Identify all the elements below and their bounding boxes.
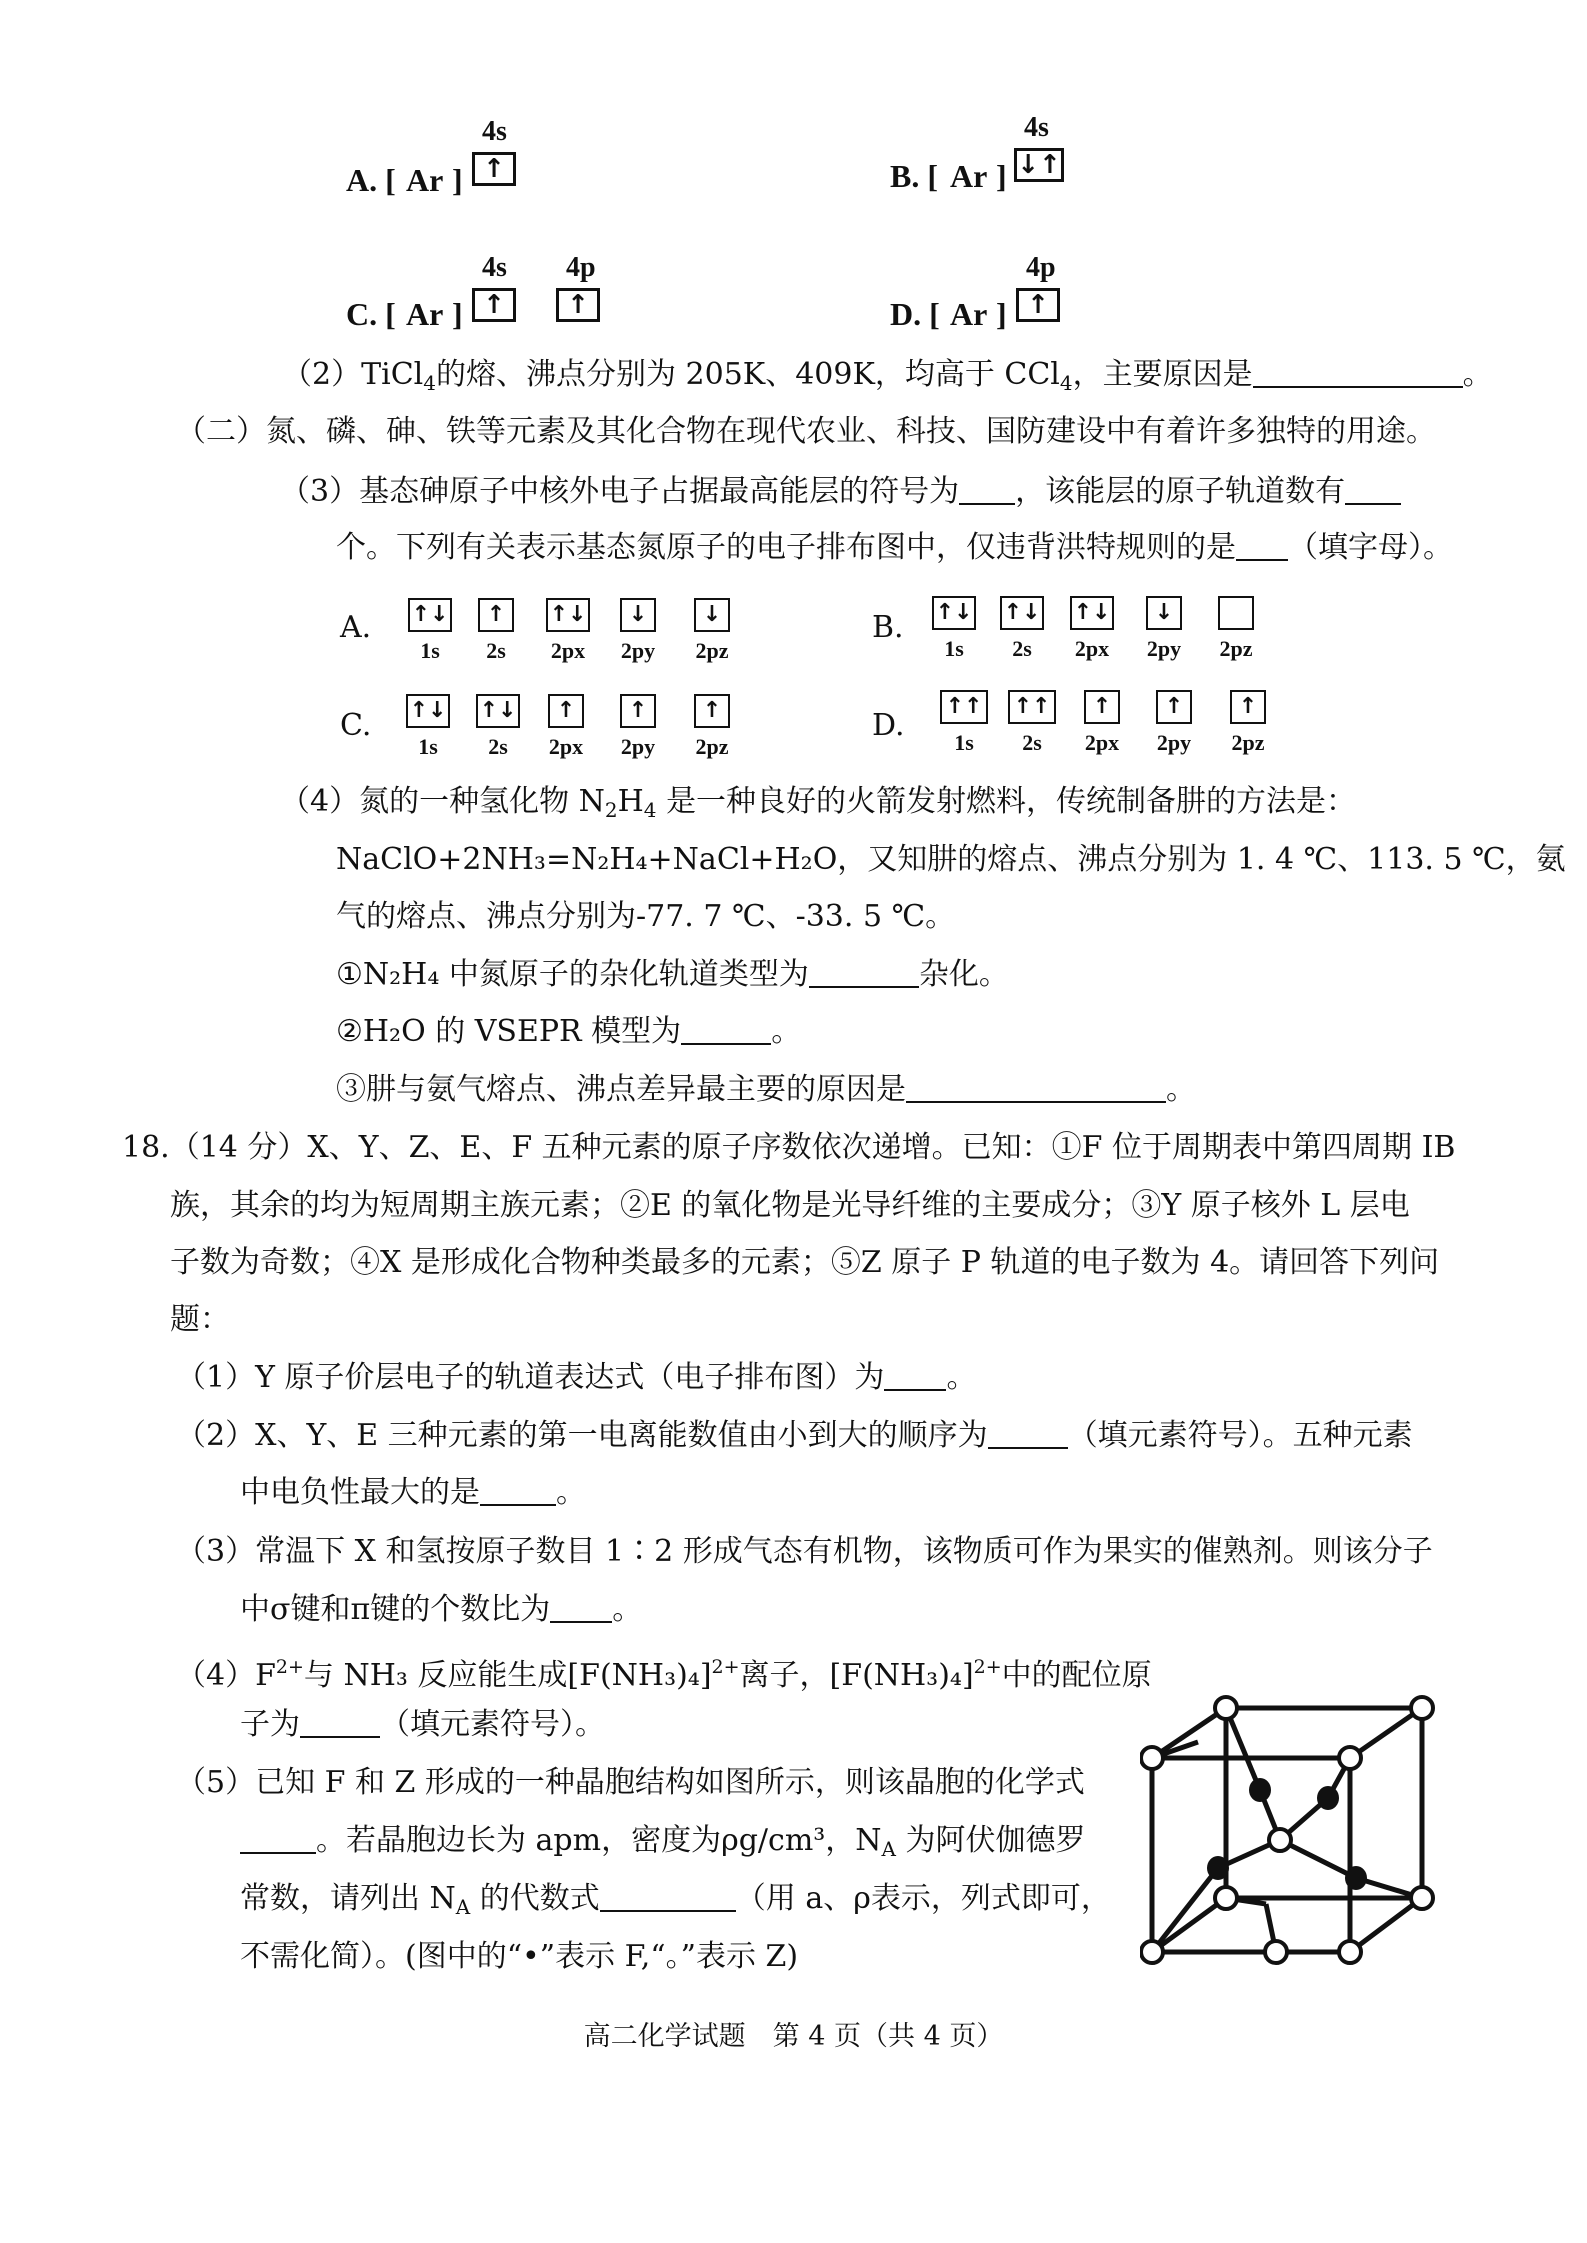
orbital-box	[1218, 596, 1254, 630]
orbital-box: ↑	[694, 694, 730, 728]
q18-text: 。	[556, 1475, 586, 1510]
orbital-box: ↑↑	[940, 690, 988, 724]
q18-text: （1）Y 原子价层电子的轨道表达式（电子排布图）为	[176, 1360, 885, 1395]
z-atom	[1141, 1747, 1163, 1769]
orbital-box: ↑↓	[476, 694, 520, 728]
orbital-box: ↑↓	[932, 596, 976, 630]
q18-text: 中电负性最大的是	[240, 1475, 480, 1510]
core-symbol: Ar	[950, 296, 988, 332]
orbital-label: 1s	[420, 638, 440, 663]
answer-blank	[906, 1071, 1166, 1103]
q18-text: 。	[612, 1592, 643, 1627]
orbital-label: 2py	[620, 734, 656, 759]
q4-sub1	[336, 955, 1009, 995]
core-symbol: Ar	[406, 162, 444, 198]
orbital-label: 2pz	[1231, 730, 1265, 755]
orbital-label: 2pz	[695, 638, 729, 663]
f-atom	[1249, 1778, 1271, 1802]
q18-part3: （3）常温下 X 和氢按原子数目 1∶2 形成气态有机物，该物质可作为果实的催熟剂。则该分子	[176, 1534, 1433, 1569]
q18-part4	[176, 1647, 1152, 1696]
q18-text: 中的配位原	[1001, 1658, 1152, 1693]
orbital-box: ↑	[556, 288, 600, 322]
superscript: 2+	[711, 1656, 740, 1678]
subscript: A	[881, 1837, 896, 1861]
orbital-box: ↑↓	[1000, 596, 1044, 630]
q18-text: （2）X、Y、E 三种元素的第一电离能数值由小到大的顺序为	[176, 1418, 988, 1453]
q18-line3: 子数为奇数；④X 是形成化合物种类最多的元素；⑤Z 原子 P 轨道的电子数为 4。请回答下列问	[170, 1245, 1440, 1280]
orbital-label: 2pz	[1219, 636, 1253, 661]
q18-line1: 18.（14 分）X、Y、Z、E、F 五种元素的原子序数依次递增。已知：①F 位于周期表中第四周期 IB	[122, 1130, 1456, 1165]
q3-text: （填字母）。	[1288, 530, 1453, 565]
q18-text: 。	[946, 1360, 977, 1395]
subscript: 4	[423, 371, 436, 395]
orbital-label: 2px	[1074, 636, 1110, 661]
z-atom	[1269, 1829, 1291, 1851]
q3-text: ，该能层的原子轨道数有	[1015, 474, 1346, 509]
q18-text: 的代数式	[479, 1881, 600, 1916]
q4-text: 。	[1166, 1072, 1196, 1107]
orbital-box: ↑↓	[408, 598, 452, 632]
orbital-label: 1s	[954, 730, 974, 755]
q2-text: 。	[1462, 357, 1493, 392]
core-symbol: Ar	[406, 296, 444, 332]
option-label: D. [	[890, 296, 940, 332]
orbital-box: ↓	[694, 598, 730, 632]
orbital-box: ↑↓	[546, 598, 590, 632]
orbital-box: ↑	[472, 288, 516, 322]
answer-blank	[1345, 473, 1401, 505]
q18-text: （填元素符号）。五种元素	[1067, 1418, 1413, 1453]
orbital-label: 4p	[566, 252, 596, 283]
orbital-label: 2pz	[695, 734, 729, 759]
crystal-cell-figure	[1140, 1690, 1440, 1980]
q2-text: ，主要原因是	[1072, 357, 1253, 392]
q3-line2	[336, 528, 1453, 568]
q18-text: 。若晶胞边长为 apm，密度为ρg/cm³，N	[316, 1823, 882, 1858]
bracket-close: ]	[452, 296, 463, 332]
q4-sub2	[336, 1012, 801, 1052]
q18-text: （用 a、ρ表示，列式即可，	[735, 1881, 1111, 1916]
orbital-label: 2py	[620, 638, 656, 663]
orbital-label: 2px	[1084, 730, 1120, 755]
orbital-box: ↑	[1230, 690, 1266, 724]
orbital-label: 2py	[1146, 636, 1182, 661]
orbital-box: ↑	[620, 694, 656, 728]
q18-text: （4）F	[176, 1658, 276, 1693]
part-2-heading: （二）氮、磷、砷、铁等元素及其化合物在现代农业、科技、国防建设中有着许多独特的用途。	[176, 414, 1436, 449]
z-atom	[1411, 1887, 1433, 1909]
f-atom	[1317, 1786, 1339, 1810]
q18-part5-line4: 不需化简）。(图中的“•”表示 F,“。”表示 Z)	[240, 1939, 799, 1974]
answer-blank	[809, 956, 919, 988]
f-atom	[1207, 1856, 1229, 1880]
superscript: 2+	[275, 1656, 304, 1678]
option-letter: A.	[340, 610, 372, 645]
option-letter: B.	[872, 610, 904, 645]
z-atom	[1265, 1941, 1287, 1963]
orbital-box: ↓	[620, 598, 656, 632]
z-atom	[1339, 1941, 1361, 1963]
q18-text: （填元素符号）。	[380, 1707, 605, 1742]
answer-blank	[1253, 356, 1463, 388]
q18-line2: 族，其余的均为短周期主族元素；②E 的氧化物是光导纤维的主要成分；③Y 原子核外 L 层电	[170, 1188, 1410, 1223]
orbital-label: 4s	[1024, 112, 1049, 143]
q4-text: 是一种良好的火箭发射燃料，传统制备肼的方法是：	[666, 784, 1357, 819]
q18-part4-line2	[240, 1705, 605, 1745]
q4-text: 杂化。	[918, 957, 1009, 992]
orbital-box: ↑	[1016, 288, 1060, 322]
z-atom	[1339, 1747, 1361, 1769]
q3-text: （3）基态砷原子中核外电子占据最高能层的符号为	[280, 474, 960, 509]
orbital-box: ↑	[478, 598, 514, 632]
bracket-close: ]	[452, 162, 463, 198]
orbital-label: 4p	[1026, 252, 1056, 283]
orbital-label: 2s	[488, 734, 508, 759]
answer-blank	[600, 1880, 736, 1912]
answer-blank	[959, 473, 1015, 505]
option-letter: C.	[340, 708, 372, 743]
orbital-label: 4s	[482, 252, 507, 283]
orbital-label: 2py	[1156, 730, 1192, 755]
z-atom	[1215, 1697, 1237, 1719]
option-label: B. [	[890, 158, 938, 194]
orbital-box: ↓↑	[1014, 148, 1064, 182]
z-atom	[1141, 1941, 1163, 1963]
z-atom	[1411, 1697, 1433, 1719]
q2-text: （2）TiCl	[282, 357, 424, 392]
q4-line1: （4）氮的一种氢化物 $N_2H_4$ 是一种良好的火箭发射燃料，传统制备肼的方法是：	[280, 784, 1357, 822]
answer-blank	[884, 1359, 946, 1391]
orbital-box: ↑	[1084, 690, 1120, 724]
orbital-box: ↓	[1146, 596, 1182, 630]
core-symbol: Ar	[950, 158, 988, 194]
answer-blank	[1236, 529, 1288, 561]
q4-text: 。	[771, 1014, 802, 1049]
question-2	[282, 355, 1493, 403]
q4-text: ③肼与氨气熔点、沸点差异最主要的原因是	[336, 1072, 906, 1107]
answer-blank	[550, 1591, 612, 1623]
answer-blank	[988, 1417, 1068, 1449]
answer-blank	[240, 1822, 316, 1854]
option-letter: D.	[872, 708, 905, 743]
orbital-label: 2s	[486, 638, 506, 663]
orbital-label: 4s	[482, 116, 507, 147]
orbital-box: ↑↓	[406, 694, 450, 728]
q4-sub3	[336, 1070, 1196, 1110]
q4-text: ①N₂H₄ 中氮原子的杂化轨道类型为	[336, 957, 809, 992]
option-label: C. [	[346, 296, 396, 332]
q18-part1	[176, 1358, 976, 1398]
q3-text: 个。下列有关表示基态氮原子的电子排布图中，仅违背洪特规则的是	[336, 530, 1236, 565]
orbital-label: 1s	[418, 734, 438, 759]
q18-part5: （5）已知 F 和 Z 形成的一种晶胞结构如图所示，则该晶胞的化学式	[176, 1765, 1085, 1800]
q18-text: 子为	[240, 1707, 300, 1742]
subscript: 4	[1059, 371, 1073, 395]
bracket-close: ]	[996, 158, 1007, 194]
superscript: 2+	[973, 1656, 1002, 1678]
subscript: A	[455, 1895, 471, 1919]
q18-text: 与 NH₃ 反应能生成[F(NH₃)₄]	[303, 1658, 712, 1693]
answer-blank	[681, 1013, 771, 1045]
f-atom	[1345, 1866, 1367, 1890]
q18-text: 常数，请列出 N	[240, 1881, 456, 1916]
q18-part2-line2	[240, 1473, 586, 1513]
q2-text: 的熔、沸点分别为 205K、409K，均高于 CCl	[435, 357, 1060, 392]
q18-line4: 题：	[170, 1302, 230, 1337]
q4-text: ②H₂O 的 VSEPR 模型为	[336, 1014, 682, 1049]
q4-line2: NaClO+2NH₃=N₂H₄+NaCl+H₂O，又知肼的熔点、沸点分别为 1. 4 ℃、113. 5 ℃，氨	[336, 842, 1566, 877]
orbital-label: 2px	[548, 734, 584, 759]
bracket-close: ]	[996, 296, 1007, 332]
q3-line1	[280, 472, 1401, 512]
orbital-box: ↑	[548, 694, 584, 728]
orbital-label: 2s	[1012, 636, 1032, 661]
orbital-box: ↑	[472, 152, 516, 186]
orbital-label: 1s	[944, 636, 964, 661]
orbital-label: 2s	[1022, 730, 1042, 755]
q18-part3-line2	[240, 1590, 642, 1630]
orbital-box: ↑↓	[1070, 596, 1114, 630]
q18-text: 中σ键和π键的个数比为	[240, 1592, 551, 1627]
q18-part5-line3	[240, 1879, 1111, 1927]
z-atom	[1215, 1887, 1237, 1909]
option-label: A. [	[346, 162, 396, 198]
orbital-box: ↑	[1156, 690, 1192, 724]
q18-part5-line2	[240, 1821, 1086, 1869]
orbital-box: ↑↑	[1008, 690, 1056, 724]
q18-text: 为阿伏伽德罗	[905, 1823, 1086, 1858]
q4-text: （4）氮的一种氢化物 N	[280, 784, 605, 819]
orbital-label: 2px	[550, 638, 586, 663]
answer-blank	[300, 1706, 380, 1738]
page-footer: 高二化学试题 第 4 页（共 4 页）	[583, 2021, 1004, 2052]
q4-line3: 气的熔点、沸点分别为-77. 7 ℃、-33. 5 ℃。	[336, 899, 956, 934]
q4-text: H	[617, 784, 644, 819]
answer-blank	[480, 1474, 556, 1506]
q18-text: 离子，[F(NH₃)₄]	[739, 1658, 974, 1693]
q18-part2	[176, 1416, 1413, 1456]
